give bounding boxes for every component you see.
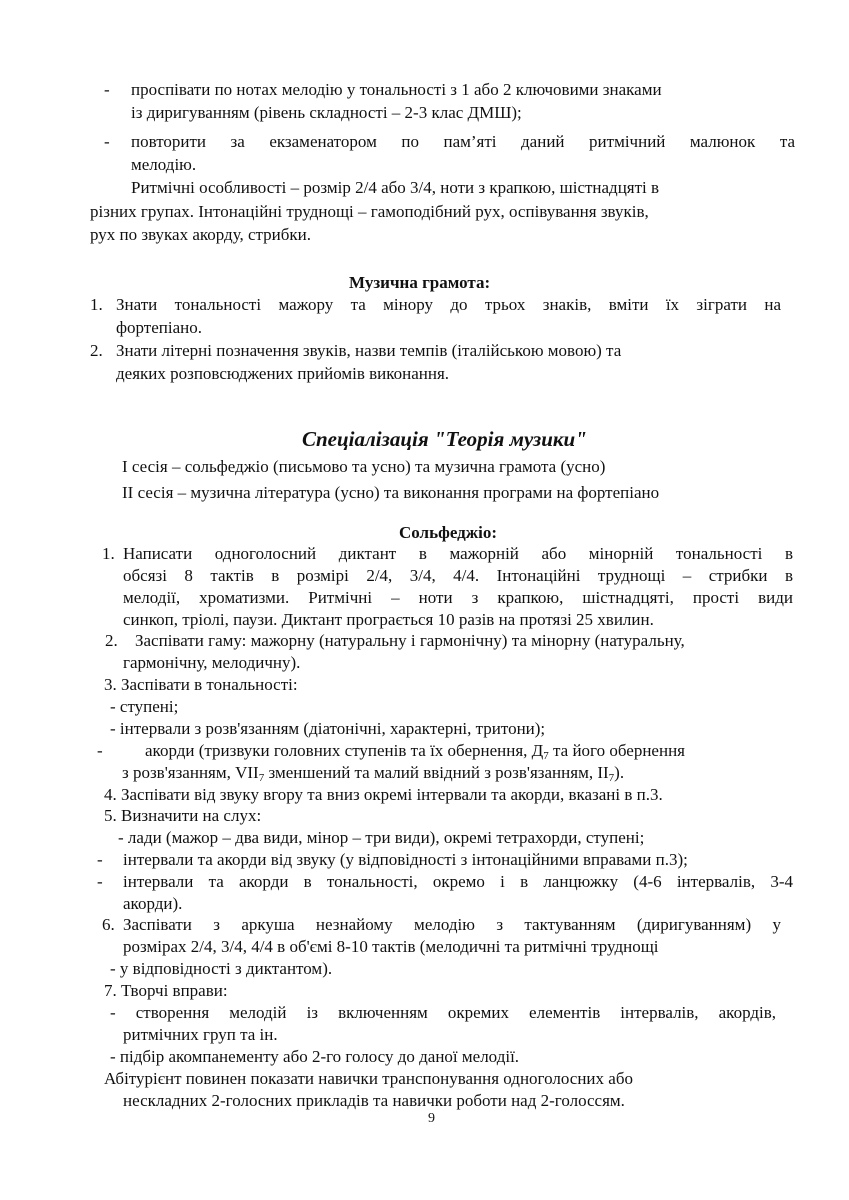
list-item-line: 7. Творчі вправи: bbox=[104, 981, 228, 1000]
session-line: І сесія – сольфеджіо (письмово та усно) та музична грамота (усно) bbox=[122, 457, 606, 476]
closing-line: нескладних 2-голосних прикладів та навички роботи над 2-голоссям. bbox=[123, 1091, 625, 1110]
list-item-line: мелодію. bbox=[131, 155, 197, 174]
sub-item-line: - створення мелодій із включенням окремих елементів інтервалів, акордів, bbox=[110, 1003, 776, 1022]
list-marker: 1. bbox=[102, 544, 115, 563]
list-item-line: мелодії, хроматизми. Ритмічні – ноти з крапкою, шістнадцяті, прості види bbox=[123, 588, 793, 607]
subscript: 7 bbox=[608, 772, 615, 784]
sub-item-line bbox=[122, 762, 624, 784]
paragraph-line: Ритмічні особливості – розмір 2/4 або 3/4, ноти з крапкою, шістнадцяті в bbox=[131, 178, 660, 197]
list-marker: - bbox=[97, 850, 103, 869]
sub-item-line: - підбір акомпанементу або 2-го голосу до даної мелодії. bbox=[110, 1047, 520, 1066]
page-number: 9 bbox=[428, 1111, 435, 1126]
closing-line: Абітурієнт повинен показати навички транспонування одноголосних або bbox=[104, 1069, 633, 1088]
sub-item-text: та його обернення bbox=[548, 741, 685, 760]
list-item-line: обсязі 8 тактів в розмірі 2/4, 3/4, 4/4. Інтонаційні труднощі – стрибки в bbox=[123, 566, 793, 585]
sub-item-line: - інтервали з розв'язанням (діатонічні, характерні, тритони); bbox=[110, 719, 546, 738]
session-line: ІІ сесія – музична література (усно) та виконання програми на фортепіано bbox=[122, 483, 660, 502]
list-item-line: із диригуванням (рівень складності – 2-3 клас ДМШ); bbox=[131, 103, 522, 122]
section-heading: Сольфеджіо: bbox=[399, 523, 497, 542]
list-item-line: Заспівати гаму: мажорну (натуральну і гармонічну) та мінорну (натуральну, bbox=[135, 631, 685, 650]
sub-item-line: ритмічних груп та ін. bbox=[123, 1025, 278, 1044]
list-item-line: повторити за екзаменатором по пам’яті даний ритмічний малюнок та bbox=[131, 132, 795, 151]
list-marker: - bbox=[97, 872, 103, 891]
section-heading: Музична грамота: bbox=[349, 273, 491, 292]
subscript: 7 bbox=[258, 772, 265, 784]
list-marker: 2. bbox=[105, 631, 118, 650]
sub-item-line: - ступені; bbox=[110, 697, 179, 716]
list-item-line: синкоп, тріолі, паузи. Диктант програється 10 разів на протязі 25 хвилин. bbox=[123, 610, 654, 629]
list-item-line: Заспівати з аркуша незнайому мелодію з тактуванням (диригуванням) у bbox=[123, 915, 781, 934]
paragraph-line: різних групах. Інтонаційні труднощі – гамоподібний рух, оспівування звуків, bbox=[90, 202, 649, 221]
list-item-line: Написати одноголосний диктант в мажорній або мінорній тональності в bbox=[123, 544, 793, 563]
list-item-line: проспівати по нотах мелодію у тональності з 1 або 2 ключовими знаками bbox=[131, 80, 662, 99]
sub-item-line: акорди). bbox=[123, 894, 183, 913]
list-marker: - bbox=[97, 741, 103, 760]
list-item-line: деяких розповсюджених прийомів виконання. bbox=[116, 364, 450, 383]
sub-item-text: з розв'язанням, VII bbox=[122, 763, 259, 782]
sub-item-line bbox=[145, 740, 685, 762]
sub-item-text: ). bbox=[614, 763, 625, 782]
paragraph-line: рух по звуках акорду, стрибки. bbox=[90, 225, 312, 244]
list-marker: 6. bbox=[102, 915, 115, 934]
sub-item-line: інтервали та акорди від звуку (у відповідності з інтонаційними вправами п.3); bbox=[123, 850, 688, 869]
sub-item-line: - лади (мажор – два види, мінор – три види), окремі тетрахорди, ступені; bbox=[118, 828, 645, 847]
specialization-title: Спеціалізація "Теорія музики" bbox=[302, 427, 587, 451]
list-item-line: фортепіано. bbox=[116, 318, 202, 337]
list-marker: 1. bbox=[90, 295, 103, 314]
list-item-line: гармонічну, мелодичну). bbox=[123, 653, 301, 672]
list-item-line: 4. Заспівати від звуку вгору та вниз окремі інтервали та акорди, вказані в п.3. bbox=[104, 785, 663, 804]
list-item-line: Знати тональності мажору та мінору до трьох знаків, вміти їх зіграти на bbox=[116, 295, 781, 314]
list-item-line: - у відповідності з диктантом). bbox=[110, 959, 333, 978]
subscript: 7 bbox=[543, 750, 549, 762]
list-item-line: 3. Заспівати в тональності: bbox=[104, 675, 298, 694]
list-marker: 2. bbox=[90, 341, 103, 360]
sub-item-line: інтервали та акорди в тональності, окремо і в ланцюжку (4-6 інтервалів, 3-4 bbox=[123, 872, 793, 891]
list-item-line: 5. Визначити на слух: bbox=[104, 806, 262, 825]
sub-item-text: зменшений та малий ввідний з розв'язанням, II bbox=[264, 763, 609, 782]
list-marker: - bbox=[104, 80, 110, 99]
list-item-line: Знати літерні позначення звуків, назви темпів (італійською мовою) та bbox=[116, 341, 622, 360]
sub-item-text: акорди (тризвуки головних ступенів та їх обернення, Д bbox=[145, 741, 544, 760]
list-marker: - bbox=[104, 132, 110, 151]
list-item-line: розмірах 2/4, 3/4, 4/4 в об'ємі 8-10 тактів (мелодичні та ритмічні труднощі bbox=[123, 937, 659, 956]
